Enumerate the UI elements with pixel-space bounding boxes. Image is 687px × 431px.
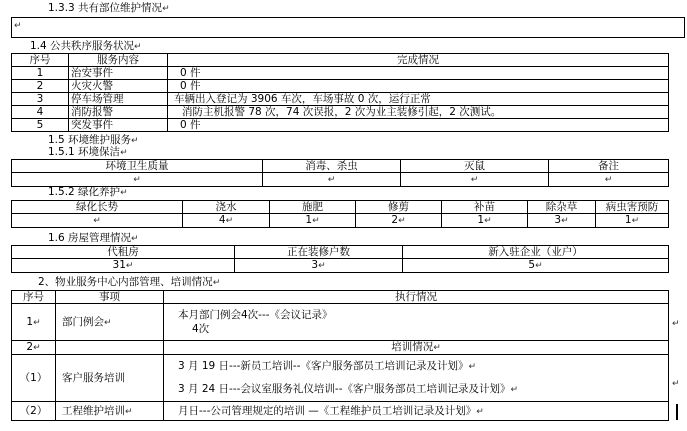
header-cell: 新入驻企业（业户） [403,246,669,259]
heading-2: 2、物业服务中心内部管理、培训情况↵ [38,276,221,288]
row-no: 2↵ [12,341,56,355]
value-cell: 2↵ [356,214,442,228]
housing-table [11,245,669,273]
row-item: 客户服务培训 [56,355,164,402]
header-cell: 病虫害预防 [596,201,669,214]
table-row [12,80,669,93]
header-cell: 事项 [56,291,164,304]
header-cell: 序号 [12,54,69,67]
header-cell: 环境卫生质量 [12,160,263,173]
value-cell: 1↵ [270,214,356,228]
value-cell: 1↵ [596,214,669,228]
paragraph-mark: ↵ [672,379,680,389]
row-item: 停车场管理 [69,93,168,106]
value-cell: 31↵ [12,259,235,273]
table-header-row [12,246,669,259]
table-header-row [12,54,669,67]
heading-133: 1.3.3 共有部位维护情况↵ [48,2,170,14]
header-cell: 浇水 [183,201,270,214]
table-header-row [12,291,669,304]
table-row [12,67,669,80]
value-cell: ↵ [12,173,263,187]
header-cell: 除杂草 [528,201,596,214]
row-item: 工程维护培训↵ [56,402,164,421]
table-row [12,173,669,187]
row-status: 月日---公司管理规定的培训 —《工程维护员工培训记录及计划》↵ [164,402,669,421]
value-cell: ↵ [549,173,669,187]
row-item: 部门例会↵ [56,304,164,341]
header-cell: 补苗 [442,201,528,214]
row-item: 治安事件 [69,67,168,80]
row-no: 1↵ [12,304,56,341]
row-status: 0 件 [168,67,669,80]
row-status: 车辆出入登记为 3906 车次，车场事故 0 次，运行正常 [168,93,669,106]
value-cell: ↵ [263,173,401,187]
header-cell: 修剪 [356,201,442,214]
table-row [12,402,669,421]
table-row [12,341,669,355]
header-cell: 服务内容 [69,54,168,67]
table-row [12,259,669,273]
heading-15: 1.5 环境维护服务↵ [48,134,139,146]
value-cell: 3↵ [528,214,596,228]
header-cell: 正在装修户数 [235,246,403,259]
row-status: 消防主机报警 78 次，74 次误报，2 次为业主装修引起，2 次测试。 [168,106,669,119]
header-cell: 备注 [549,160,669,173]
row-no: 1 [12,67,69,80]
table-header-row [12,160,669,173]
paragraph-mark: ↵ [672,319,680,329]
empty-box: ↵ [11,17,685,38]
header-cell: 施肥 [270,201,356,214]
cleaning-table [11,159,669,187]
row-item: 火灾火警 [69,80,168,93]
row-no: （1） [12,355,56,402]
table-row [12,93,669,106]
heading-151: 1.5.1 环境保洁↵ [48,146,128,158]
header-cell: 序号 [12,291,56,304]
table-row [12,106,669,119]
table-header-row [12,201,669,214]
security-table [11,53,669,132]
row-no: 2 [12,80,69,93]
heading-14: 1.4 公共秩序服务状况↵ [30,40,142,52]
heading-152: 1.5.2 绿化养护↵ [48,186,128,198]
header-cell: 灭鼠 [401,160,549,173]
heading-16: 1.6 房屋管理情况↵ [48,232,139,244]
row-status: 本月部门例会4次---《会议记录》 4次 [164,304,669,341]
row-item: 消防报警 [69,106,168,119]
table-row [12,119,669,132]
table-row [12,355,669,402]
table-row [12,304,669,341]
row-status: 3 月 19 日---新员工培训--《客户服务部员工培训记录及计划》↵ 3 月 24 日---会议室服务礼仪培训--《客户服务部员工培训记录及计划》↵ [164,355,669,402]
row-status: 0 件 [168,119,669,132]
row-no: 5 [12,119,69,132]
training-table [11,290,669,421]
row-no: 4 [12,106,69,119]
table-row [12,214,669,228]
row-no: （2） [12,402,56,421]
value-cell: 5↵ [403,259,669,273]
row-status: 0 件 [168,80,669,93]
row-status: 培训情况↵ [164,341,669,355]
value-cell: 3↵ [235,259,403,273]
header-cell: 代租房 [12,246,235,259]
text-cursor [676,404,678,420]
header-cell: 执行情况 [164,291,669,304]
value-cell: 1↵ [442,214,528,228]
header-cell: 消毒、杀虫 [263,160,401,173]
value-cell: ↵ [401,173,549,187]
greening-table [11,200,669,228]
value-cell: 4↵ [183,214,270,228]
value-cell: ↵ [12,214,183,228]
row-item [56,341,164,355]
row-item: 突发事件 [69,119,168,132]
row-no: 3 [12,93,69,106]
header-cell: 绿化长势 [12,201,183,214]
header-cell: 完成情况 [168,54,669,67]
